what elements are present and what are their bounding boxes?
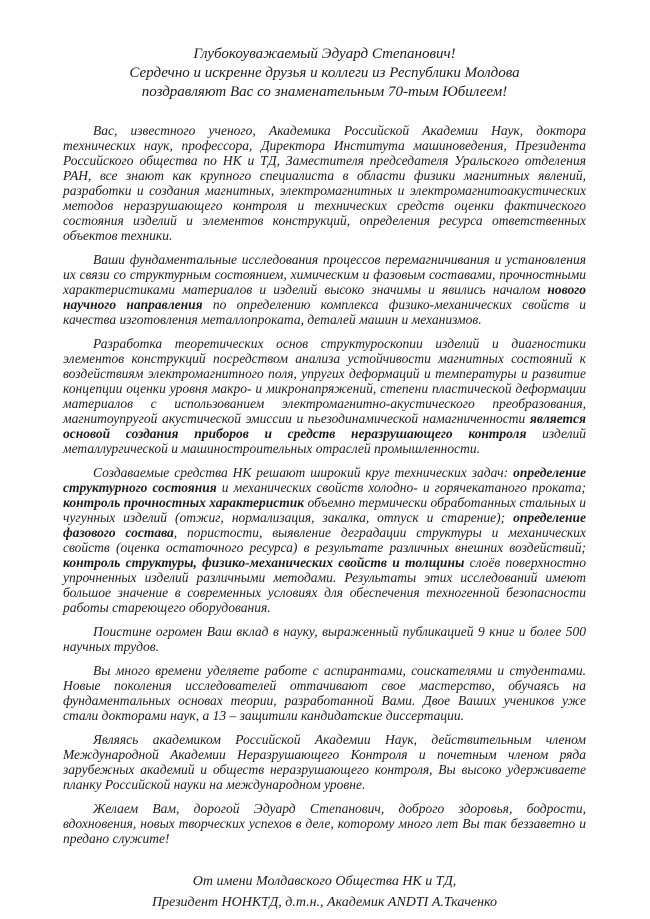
paragraph-research [63,252,586,327]
paragraph-wishes [63,801,586,846]
signature-line-organization: От имени Молдавского Общества НК и ТД, [192,874,457,890]
text-run: Являясь академиком Российской Академии Наук, действительным членом Международной Академии Неразрушающего Контроля и почетным членом ряда зарубежных академий и обществ неразрушающего контроля, Вы высоко удерживаете планку Российской науки на международном уровне. [63,732,586,793]
text-run: по определению комплекса физико-механических свойств и качества изготовления металлопроката, деталей машин и механизмов. [63,297,586,328]
paragraph-memberships [63,732,586,792]
heading-line-greeting: Сердечно и искренне друзья и коллеги из Республики Молдова [129,64,520,81]
text-run: Вас, известного ученого, Академика Российской Академии Наук, доктора технических наук, профессора, Директора Института машиноведения, Президента Российского общества по НК и ТД, Заместителя председателя Уральского отделения РАН, все знают как крупного специалиста в области физики магнитных явлений, разработки и создания магнитных, электромагнитных и электромагнитоакустических методов неразрушающего контроля и технических средств оценки фактического состояния изделий и элементов конструкций, определения ресурса ответственных объектов техники. [63,123,586,244]
text-run: Вы много времени уделяете работе с аспирантами, соискателями и студентами. Новые поколения исследователей оттачивают свое мастерство, обучаясь на фундаментальных основах теории, разработанной Вами. Двое Ваших учеников уже стали докторами наук, а 13 – защитили кандидатские диссертации. [63,663,586,724]
paragraph-credentials [63,123,586,243]
bold-run: является основой создания приборов и средств неразрушающего контроля [63,411,586,442]
text-run: Желаем Вам, дорогой Эдуард Степанович, доброго здоровья, бодрости, вдохновения, новых творческих успехов в деле, которому много лет Вы так беззаветно и предано служите! [63,801,586,847]
bold-run: определение фазового состава [63,510,586,541]
signature-block [63,872,586,913]
text-run: объемно термически обработанных стальных и чугунных изделий (отжиг, нормализация, закалка, отпуск и старение); [63,495,586,526]
letter-body [63,123,586,846]
text-run: Разработка теоретических основ структуроскопии изделий и диагностики элементов конструкций посредством анализа устойчивости магнитных состояний к воздействиям электромагнитного поля, упругих деформаций и температуры и развитие концепции оценки уровня макро- и микронапряжений, степени пластической деформации материалов с использованием электромагнитно-акустического преобразования, магнитоупругой акустической эмиссии и пьезодинамической намагниченности [63,336,586,427]
text-run: Создаваемые средства НК решают широкий круг технических задач: [93,465,514,481]
bold-run: контроль структуры, физико-механических свойств и толщины [63,555,465,571]
paragraph-theory [63,336,586,456]
paragraph-students [63,663,586,723]
text-run: слоёв поверхностно упрочненных изделий различными методами. Результаты этих исследований имеют большое значение в современных условиях для обеспечения техногенной безопасности работы стареющего оборудования. [63,555,587,616]
text-run: изделий металлургической и машиностроительных отраслей промышленности. [63,426,586,457]
bold-run: контроль прочностных характеристик [63,495,305,511]
heading-line-jubilee: поздравляют Вас со знаменательным 70-тым Юбилеем! [141,83,508,100]
heading-line-salutation: Глубокоуважаемый Эдуард Степанович! [193,46,456,62]
paragraph-tasks [63,465,586,615]
text-run: Поистине огромен Ваш вклад в науку, выраженный публикацией 9 книг и более 500 научных трудов. [63,624,586,655]
text-run: и механических свойств холодно- и горячекатаного проката; [216,480,587,496]
signature-line-president: Президент НОНКТД, д.т.н., Академик ANDTI А.Ткаченко [151,894,498,910]
text-run: Ваши фундаментальные исследования процессов перемагничивания и установления их связи со структурным состоянием, химическим и фазовым составами, прочностными характеристиками материалов и изделий высоко значимы и явились началом [63,252,586,298]
bold-run: определение структурного состояния [63,465,586,496]
letter-heading [63,45,586,101]
text-run: , пористости, выявление деградации структуры и механических свойств (оценка остаточного ресурса) в результате различных внешних воздействий; [63,525,586,556]
bold-run: нового научного направления [63,282,586,313]
paragraph-publications [63,624,586,654]
